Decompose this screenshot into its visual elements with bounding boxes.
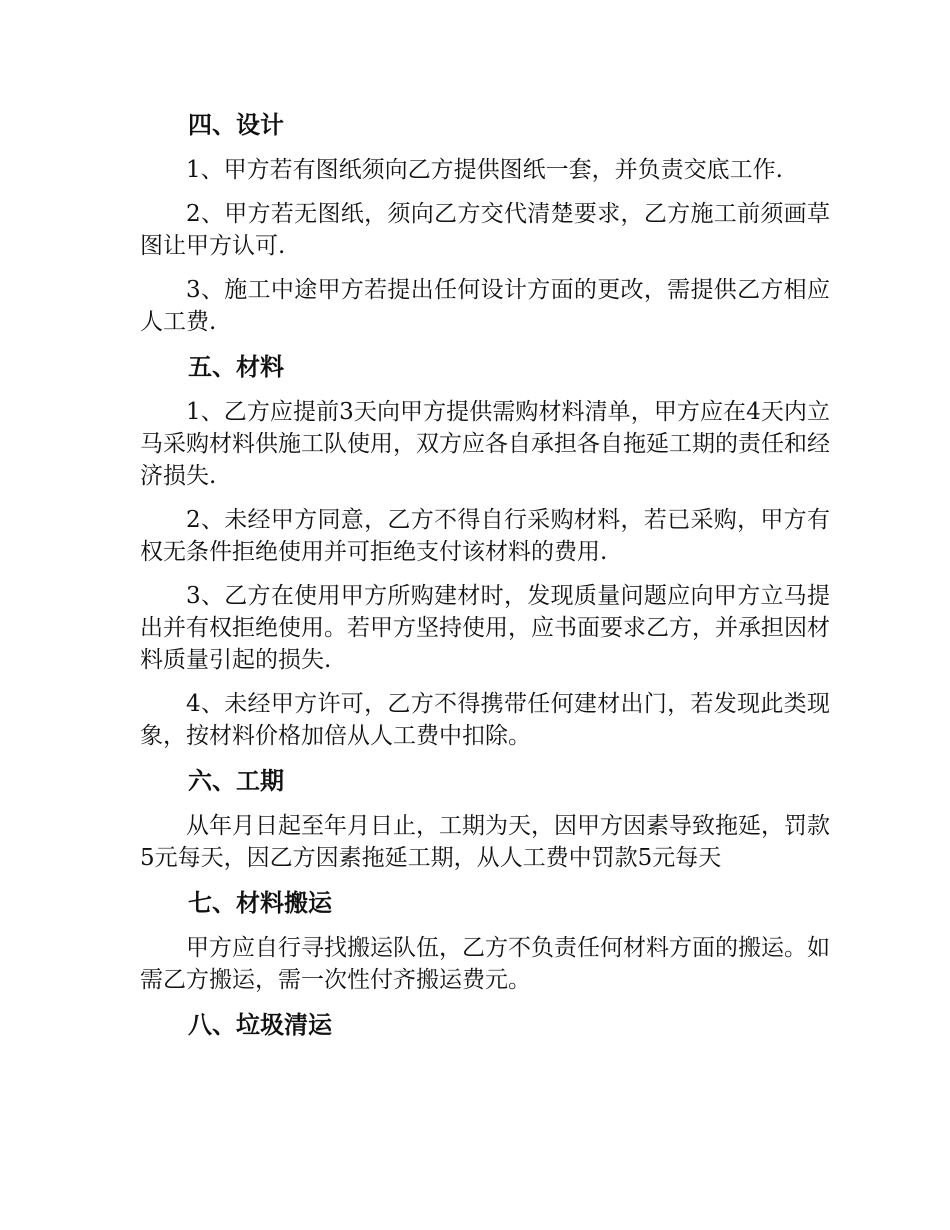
section-heading-schedule: 六、工期 bbox=[188, 767, 284, 795]
paragraph: 3、施工中途甲方若提出任何设计方面的更改，需提供乙方相应人工费. bbox=[140, 277, 830, 335]
document-page bbox=[140, 108, 830, 1054]
paragraph: 2、未经甲方同意，乙方不得自行采购材料，若已采购，甲方有权无条件拒绝使用并可拒绝支付该材料的费用. bbox=[140, 507, 830, 565]
section-heading-waste-removal: 八、垃圾清运 bbox=[188, 1011, 332, 1039]
paragraph: 4、未经甲方许可，乙方不得携带任何建材出门，若发现此类现象，按材料价格加倍从人工费中扣除。 bbox=[140, 691, 830, 749]
paragraph: 3、乙方在使用甲方所购建材时，发现质量问题应向甲方立马提出并有权拒绝使用。若甲方坚持使用，应书面要求乙方，并承担因材料质量引起的损失. bbox=[140, 583, 830, 673]
paragraph: 1、乙方应提前3天向甲方提供需购材料清单，甲方应在4天内立马采购材料供施工队使用，双方应各自承担各自拖延工期的责任和经济损失. bbox=[140, 399, 830, 489]
section-heading-materials: 五、材料 bbox=[188, 353, 284, 381]
paragraph: 从年月日起至年月日止，工期为天，因甲方因素导致拖延，罚款5元每天，因乙方因素拖延工期，从人工费中罚款5元每天 bbox=[140, 813, 830, 871]
section-heading-material-transport: 七、材料搬运 bbox=[188, 889, 332, 917]
section-heading-design: 四、设计 bbox=[188, 111, 284, 139]
paragraph: 1、甲方若有图纸须向乙方提供图纸一套，并负责交底工作. bbox=[186, 157, 783, 183]
paragraph: 甲方应自行寻找搬运队伍，乙方不负责任何材料方面的搬运。如需乙方搬运，需一次性付齐搬运费元。 bbox=[140, 935, 830, 993]
paragraph: 2、甲方若无图纸，须向乙方交代清楚要求，乙方施工前须画草图让甲方认可. bbox=[140, 201, 830, 259]
